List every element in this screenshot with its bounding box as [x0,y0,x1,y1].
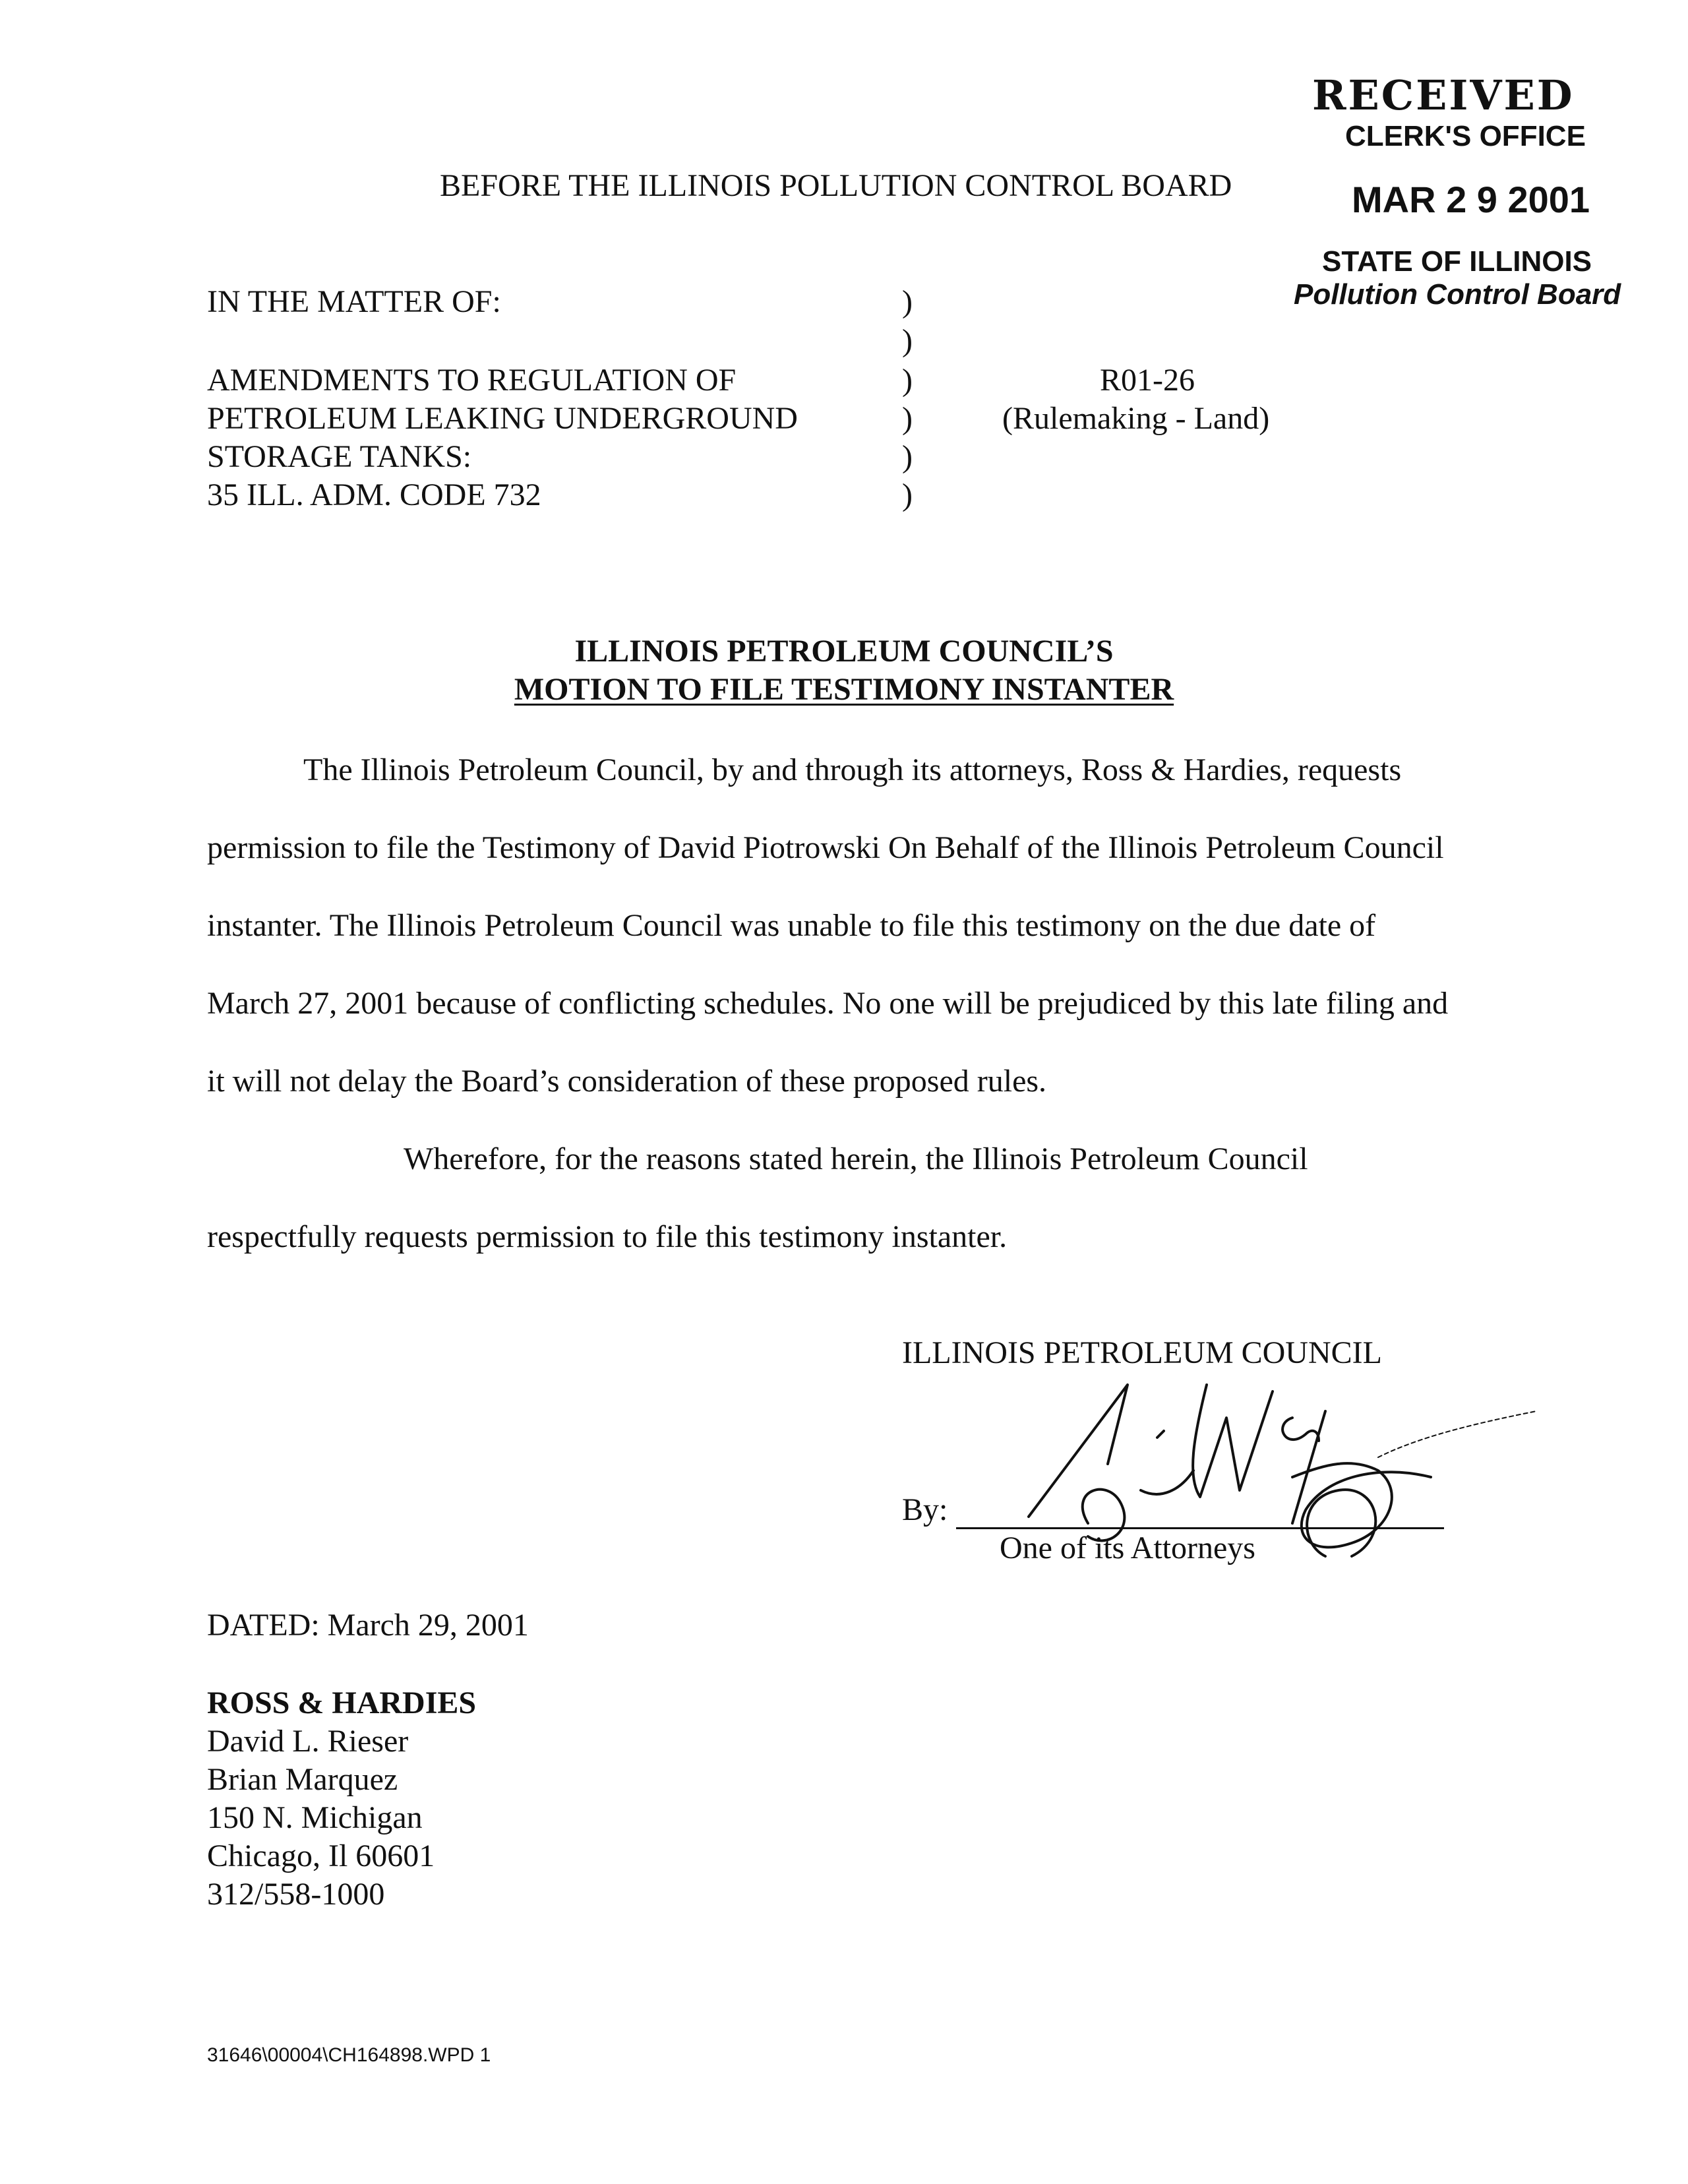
stamp-received-heading: RECEIVED [1312,71,1575,119]
by-label: By: [902,1492,948,1527]
firm-address-line: 312/558-1000 [207,1877,385,1912]
caption-paren: ) [902,439,913,474]
document-id: 31646\00004\CH164898.WPD 1 [207,2044,491,2066]
caption-paren: ) [902,363,913,398]
motion-title-line2 [0,671,1688,708]
body-line: respectfully requests permission to file this testimony instanter. [207,1219,1008,1254]
case-type: (Rulemaking - Land) [1002,401,1270,436]
caption-paren: ) [902,284,913,319]
caption-paren: ) [902,477,913,512]
signature-caption: One of its Attorneys [1000,1531,1255,1565]
firm-address-line: 150 N. Michigan [207,1800,423,1835]
signatory-party: ILLINOIS PETROLEUM COUNCIL [902,1335,1382,1370]
body-line: instanter. The Illinois Petroleum Council was unable to file this testimony on the due date of [207,908,1376,943]
firm-address-line: Chicago, Il 60601 [207,1838,435,1873]
stamp-office: CLERK'S OFFICE [1345,120,1586,152]
board-heading: BEFORE THE ILLINOIS POLLUTION CONTROL BOARD [440,168,1232,203]
stamp-state: STATE OF ILLINOIS [1322,245,1592,278]
body-line: March 27, 2001 because of conflicting schedules. No one will be prejudiced by this late filing and [207,986,1449,1021]
caption-line: STORAGE TANKS: [207,439,472,474]
in-the-matter-label: IN THE MATTER OF: [207,284,501,319]
motion-title-text: MOTION TO FILE TESTIMONY INSTANTER [514,672,1174,707]
stamp-date: MAR 2 9 2001 [1352,179,1590,220]
case-number: R01-26 [1100,363,1195,398]
caption-paren: ) [902,401,913,436]
body-line: The Illinois Petroleum Council, by and through its attorneys, Ross & Hardies, requests [303,752,1402,787]
dated-line: DATED: March 29, 2001 [207,1608,529,1643]
motion-title-line1: ILLINOIS PETROLEUM COUNCIL’S [574,634,1114,669]
firm-address-line: David L. Rieser [207,1724,409,1759]
firm-name: ROSS & HARDIES [207,1685,477,1720]
stamp-board: Pollution Control Board [1294,278,1621,311]
body-line: it will not delay the Board’s consideration of these proposed rules. [207,1064,1047,1099]
handwritten-signature [1009,1358,1556,1583]
caption-line: PETROLEUM LEAKING UNDERGROUND [207,401,798,436]
firm-address-line: Brian Marquez [207,1762,398,1797]
body-line: permission to file the Testimony of David Piotrowski On Behalf of the Illinois Petroleum Council [207,830,1444,865]
caption-paren: ) [902,323,913,358]
caption-line: AMENDMENTS TO REGULATION OF [207,363,737,398]
caption-line: 35 ILL. ADM. CODE 732 [207,477,541,512]
body-line: Wherefore, for the reasons stated herein, the Illinois Petroleum Council [404,1141,1308,1176]
